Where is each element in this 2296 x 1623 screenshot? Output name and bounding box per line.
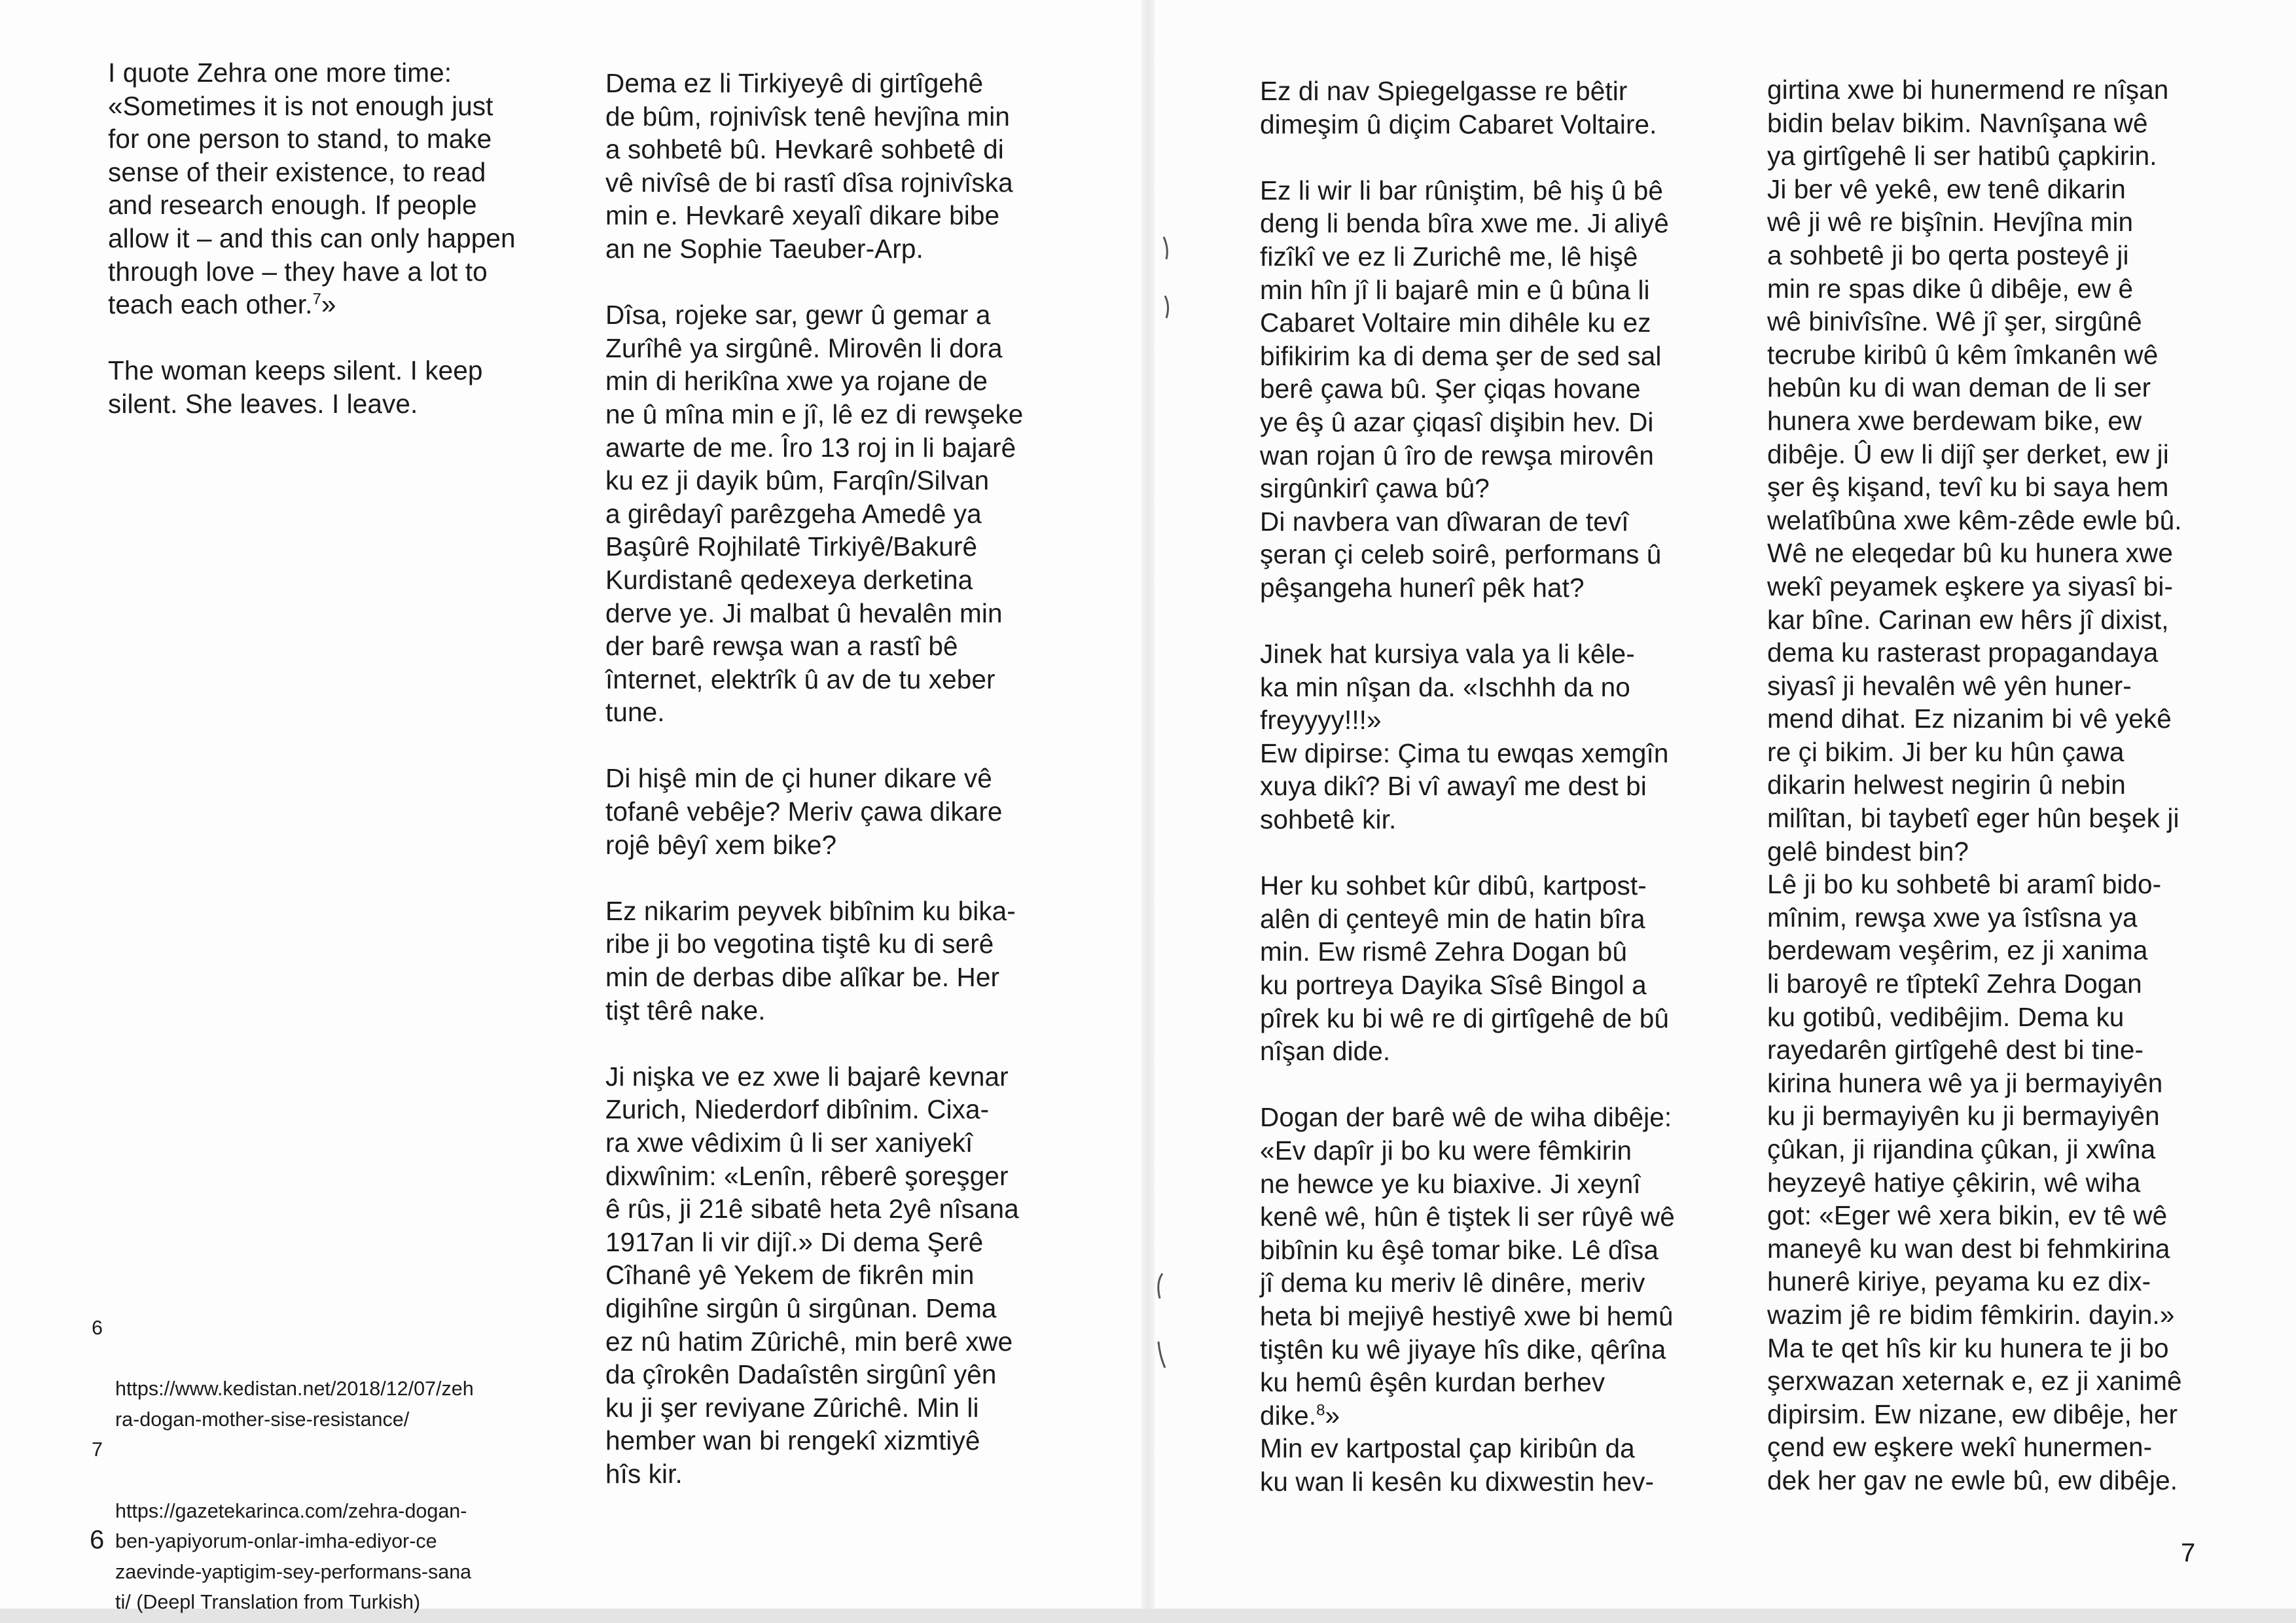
paragraph: Ez nikarim peyvek bibînim ku bika- ribe ji bo vegotina tiştê ku di serê min de derbas dibe alîkar be. Her tişt têrê nake. [605,895,1016,1026]
footnote-7 [92,1435,550,1618]
footnotes [92,1313,550,1618]
footnote-6 [92,1313,550,1435]
paragraph: Her ku sohbet kûr dibû, kartpost- alên di çenteyê min de hatin bîra min. Ew rismê Zehra Dogan bû ku portreya Dayika Sîsê Bingol a pîrek ku bi wê re di girtîgehê de bû nîşan dide. [1260,870,1669,1067]
footnote-ref-8[interactable]: 8 [1316,1401,1325,1419]
binding-mark-icon [1160,233,1175,325]
left-column-english [108,56,560,454]
page-number-right: 7 [2181,1539,2196,1567]
footnote-link[interactable]: https://www.kedistan.net/2018/12/07/zeh ra-dogan-mother-sise-resistance/ [115,1378,474,1431]
paragraph: Dema ez li Tirkiyeyê di girtîgehê de bûm, rojnivîsk tenê hevjîna min a sohbetê bû. Hevkarê sohbetê di vê nivîsê de bi rastî dîsa rojnivîska min e. Hevkarê xeyalî dikare bibe an ne Sophie Taeuber-Arp. [605,68,1013,264]
paragraph: girtina xwe bi hunermend re nîşan bidin belav bikim. Navnîşana wê ya girtîgehê li ser hatibû çapkirin. Ji ber vê yekê, ew tenê dikarin wê ji wê re bişînin. Hevjîna min a sohbetê ji bo qerta posteyê ji min re spas dike û dibêje, ew ê wê binivîsîne. Wê jî şer, sirgûnê tecrube kiribû û kêm îmkanên wê hebûn ku di wan deman de li ser hunera xwe berdewam bike, ew dibêje. Û ew li dijî şer derket, ew ji şer êş kişand, tevî ku bi saya hem welatîbûna xwe kêm-zêde ewle bû. Wê ne eleqedar bû ku hunera xwe wekî peyamek eşkere ya siyasî bi- kar bîne. Carinan ew hêrs jî dixist, dema ku rasterast propagandaya siyasî ji hevalên wê yên huner- mend dihat. Ez nizanim bi vê yekê re çi bikim. Ji ber ku hûn çawa dikarin helwest negirin û nebin milîtan, bi taybetî eger hûn beşek ji gelê bindest bin? Lê ji bo ku sohbetê bi aramî bido- mînim, rewşa xwe ya îstîsna ya berdewam veşêrim, ez ji xanima li baroyê re tîptekî Zehra Dogan ku gotibû, vedibêjim. Dema ku rayedarên girtîgehê dest bi tine- kirina hunera wê ya ji bermayiyên ku ji bermayiyên ku ji bermayiyên çûkan, ji rijandina çûkan, ji xwîna heyzeyê hatiye çêkirin, wê wiha got: «Eger wê xera bikin, ev tê wê maneyê ku wan dest bi fehmkirina hunerê kiriye, peyama ku ez dix- wazim jê re bidim fêmkirin. dayin.» Ma te qet hîs kir ku hunera te ji bo şerxwazan xeternak e, ez ji xanimê dipirsim. Ew nizane, ew dibêje, her çend ew eşkere wekî hunermen- dek her gav ne ewle bû, ew dibêje. [1767,75,2182,1495]
right-column-second [1767,73,2225,1497]
footnote-ref-7[interactable]: 7 [312,290,321,308]
footnote-number: 7 [92,1438,103,1461]
quote-paragraph [1260,1101,1731,1432]
footnote-link[interactable]: https://gazetekarinca.com/zehra-dogan- ben-yapiyorum-onlar-imha-ediyor-ce zaevinde-yaptigim-sey-performans-sana ti/ (Deepl Translation from Turkish) [115,1499,472,1614]
quote-paragraph [108,56,560,321]
paragraph-silence: The woman keeps silent. I keep silent. She leaves. I leave. [108,355,483,419]
paragraph-continued: Min ev kartpostal çap kiribûn da ku wan li kesên ku dixwestin hev- [1260,1433,1655,1497]
footnote-number: 6 [92,1317,103,1339]
page-number-left: 6 [90,1525,105,1554]
paragraph: Ez di nav Spiegelgasse re bêtir dimeşim û diçim Cabaret Voltaire. [1260,76,1657,139]
paragraph: Ez li wir li bar rûniştim, bê hiş û bê deng li benda bîra xwe me. Ji aliyê fizîkî ve ez li Zurichê me, lê hişê min hîn jî li bajarê min e û bûna li Cabaret Voltaire min dihêle ku ez bifikirim ka di dema şer de sed sal berê çawa bû. Şer çiqas hovane ye êş û azar çiqasî dişibin hev. Di wan rojan û îro de rewşa mirovên sirgûnkirî çawa bû? Di navbera van dîwaran de tevî şeran çi celeb soirê, performans û pêşangeha hunerî pêk hat? [1260,175,1669,603]
right-column-first [1260,75,1731,1499]
paragraph: Dîsa, rojeke sar, gewr û gemar a Zurîhê ya sirgûnê. Mirovên li dora min di herikîna xwe ya rojane de ne û mîna min e jî, lê ez di rewşeke awarte de me. Îro 13 roj in li bajarê ku ez ji dayik bûm, Farqîn/Silvan a girêdayî parêzgeha Amedê ya Başûrê Rojhilatê Tirkiyê/Bakurê Kurdistanê qedexeya derketina derve ye. Ji malbat û hevalên min der barê rewşa wan a rastî bê înternet, elektrîk û av de tu xeber tune. [605,300,1024,728]
paragraph: Di hişê min de çi huner dikare vê tofanê vebêje? Meriv çawa dikare rojê bêyî xem bike? [605,763,1003,860]
quote-close-mark: » [321,289,336,320]
paragraph: Ji nişka ve ez xwe li bajarê kevnar Zurich, Niederdorf dibînim. Cixa- ra xwe vêdixim û li ser xaniyekî dixwînim: «Lenîn, rêberê şoreşger ê rûs, ji 21ê sibatê heta 2yê nîsana 1917an li vir dijî.» Di dema Şerê Cîhanê yê Yekem de fikrên min digihîne sirgûn û sirgûnan. Dema ez nû hatim Zûrichê, min berê xwe da çîrokên Dadaîstên sirgûnî yên ku ji şer reviyane Zûrichê. Min li hember wan bi rengekî xizmtiyê hîs kir. [605,1061,1019,1489]
left-column-kurdish [605,67,1090,1491]
book-gutter [1141,0,1155,1623]
paragraph: Jinek hat kursiya vala ya li kêle- ka min nîşan da. «Ischhh da no freyyyy!!!» Ew dipirse: Çima tu ewqas xemgîn xuya dikî? Bi vî awayî me dest bi sohbetê kir. [1260,639,1669,835]
binding-mark-icon [1153,1270,1169,1374]
quote-close-mark: » [1325,1400,1340,1431]
quote-text: Dogan der barê wê de wiha dibêje: «Ev dapîr ji bo ku were fêmkirin ne hewce ye ku biaxive. Ji xeynî kenê wê, hûn ê tiştek li ser rûyê wê bibînin ku êşê tomar bike. Lê dîsa jî dema ku meriv lê dinêre, meriv heta bi mejiyê hestiyê xwe bi hemû tiştên ku wê jiyaye hîs dike, qêrîna ku hemû êşên kurdan berhev dike. [1260,1102,1675,1431]
quote-text: I quote Zehra one more time: «Sometimes it is not enough just for one person to stand, to make sense of their existence, to read and research enough. If people allow it – and this can only happen through love – they have a lot to teach each other. [108,58,516,320]
